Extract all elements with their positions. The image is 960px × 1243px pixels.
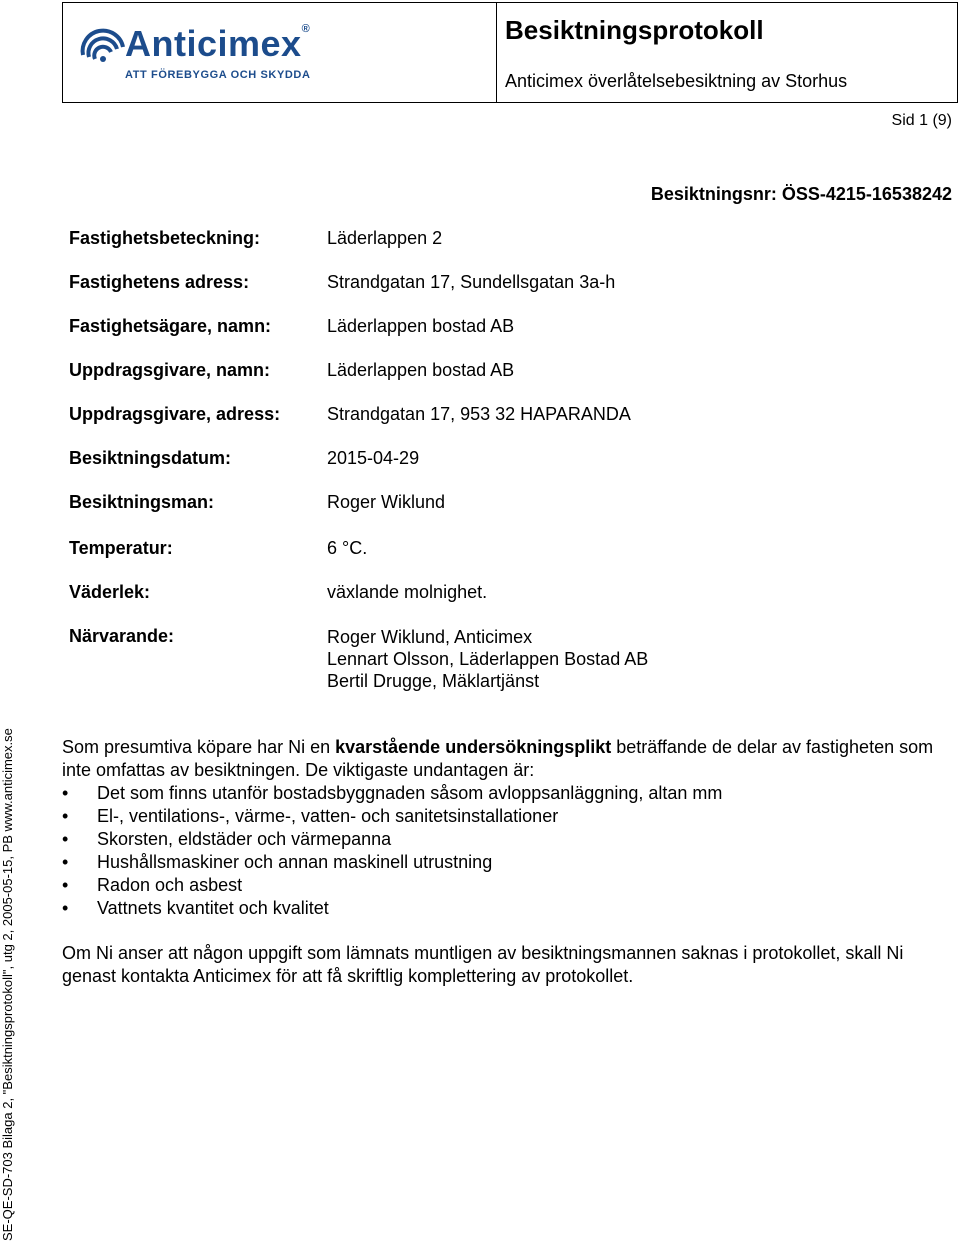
field-value-list bbox=[327, 626, 648, 692]
list-item bbox=[62, 897, 942, 920]
intro-paragraph bbox=[62, 736, 942, 782]
title-area bbox=[497, 3, 957, 102]
field-label: Besiktningsdatum: bbox=[69, 448, 232, 468]
field-value: Strandgatan 17, Sundellsgatan 3a-h bbox=[327, 272, 616, 292]
field-value: Läderlappen bostad AB bbox=[327, 316, 515, 336]
field-label: Närvarande: bbox=[69, 626, 175, 646]
anticimex-logo-icon bbox=[77, 25, 129, 77]
exceptions-list bbox=[62, 782, 942, 920]
bullet-icon: • bbox=[62, 875, 69, 895]
list-item bbox=[62, 851, 942, 874]
field-label: Uppdragsgivare, namn: bbox=[69, 360, 271, 380]
field-label: Fastighetens adress: bbox=[69, 272, 250, 292]
field-value: 6 °C. bbox=[327, 538, 368, 558]
intro-text-end: beträffande de delar av fastigheten som inte omfattas av besiktningen. De viktigaste undantagen är: bbox=[62, 737, 934, 780]
bullet-icon: • bbox=[62, 829, 69, 849]
field-value: Strandgatan 17, 953 32 HAPARANDA bbox=[327, 404, 631, 424]
field-value: växlande molnighet. bbox=[327, 582, 488, 602]
field-value: Läderlappen bostad AB bbox=[327, 360, 515, 380]
bullet-icon: • bbox=[62, 852, 69, 872]
document-header bbox=[62, 2, 958, 103]
intro-bold-text: kvarstående undersökningsplikt bbox=[335, 737, 612, 757]
field-label: Besiktningsman: bbox=[69, 492, 215, 512]
attendee: Bertil Drugge, Mäklartjänst bbox=[327, 671, 540, 691]
list-item-text: Skorsten, eldstäder och värmepanna bbox=[97, 829, 392, 849]
field-label: Väderlek: bbox=[69, 582, 151, 602]
field-label: Fastighetsbeteckning: bbox=[69, 228, 261, 248]
attendee: Roger Wiklund, Anticimex bbox=[327, 627, 533, 647]
list-item-text: Radon och asbest bbox=[97, 875, 243, 895]
exceptions-section bbox=[62, 736, 942, 920]
list-item bbox=[62, 874, 942, 897]
side-note: SE-QE-SD-703 Bilaga 2, "Besiktningsprotokoll", utg 2, 2005-05-15, PB www.anticimex.se bbox=[0, 728, 15, 1241]
bullet-icon: • bbox=[62, 783, 69, 803]
intro-text: Som presumtiva köpare har Ni en bbox=[62, 737, 336, 757]
bullet-icon: • bbox=[62, 806, 69, 826]
list-item-text: Hushållsmaskiner och annan maskinell utrustning bbox=[97, 852, 493, 872]
field-value: 2015-04-29 bbox=[327, 448, 420, 468]
field-value: Roger Wiklund bbox=[327, 492, 446, 512]
bullet-icon: • bbox=[62, 898, 69, 918]
document-title: Besiktningsprotokoll bbox=[505, 15, 764, 45]
list-item-text: El-, ventilations-, värme-, vatten- och sanitetsinstallationer bbox=[97, 806, 559, 826]
logo-name: Anticimex® bbox=[125, 23, 311, 64]
list-item bbox=[62, 782, 942, 805]
attendee: Lennart Olsson, Läderlappen Bostad AB bbox=[327, 649, 649, 669]
closing-paragraph: Om Ni anser att någon uppgift som lämnats muntligen av besiktningsmannen saknas i protokollet, skall Ni genast kontakta Anticimex för att få skriftlig komplettering av protokollet. bbox=[62, 943, 904, 986]
field-label: Temperatur: bbox=[69, 538, 173, 558]
registered-mark: ® bbox=[301, 23, 311, 35]
document-subtitle: Anticimex överlåtelsebesiktning av Storhus bbox=[505, 71, 848, 91]
page-number: Sid 1 (9) bbox=[891, 112, 952, 129]
field-label: Fastighetsägare, namn: bbox=[69, 316, 272, 336]
field-value: Läderlappen 2 bbox=[327, 228, 443, 248]
list-item bbox=[62, 828, 942, 851]
field-label: Uppdragsgivare, adress: bbox=[69, 404, 281, 424]
inspection-number: Besiktningsnr: ÖSS-4215-16538242 bbox=[650, 184, 952, 204]
logo-area bbox=[63, 3, 497, 102]
list-item bbox=[62, 805, 942, 828]
list-item-text: Det som finns utanför bostadsbyggnaden såsom avloppsanläggning, altan mm bbox=[97, 783, 723, 803]
logo-tagline: ATT FÖREBYGGA OCH SKYDDA bbox=[125, 69, 311, 81]
list-item-text: Vattnets kvantitet och kvalitet bbox=[97, 898, 329, 918]
